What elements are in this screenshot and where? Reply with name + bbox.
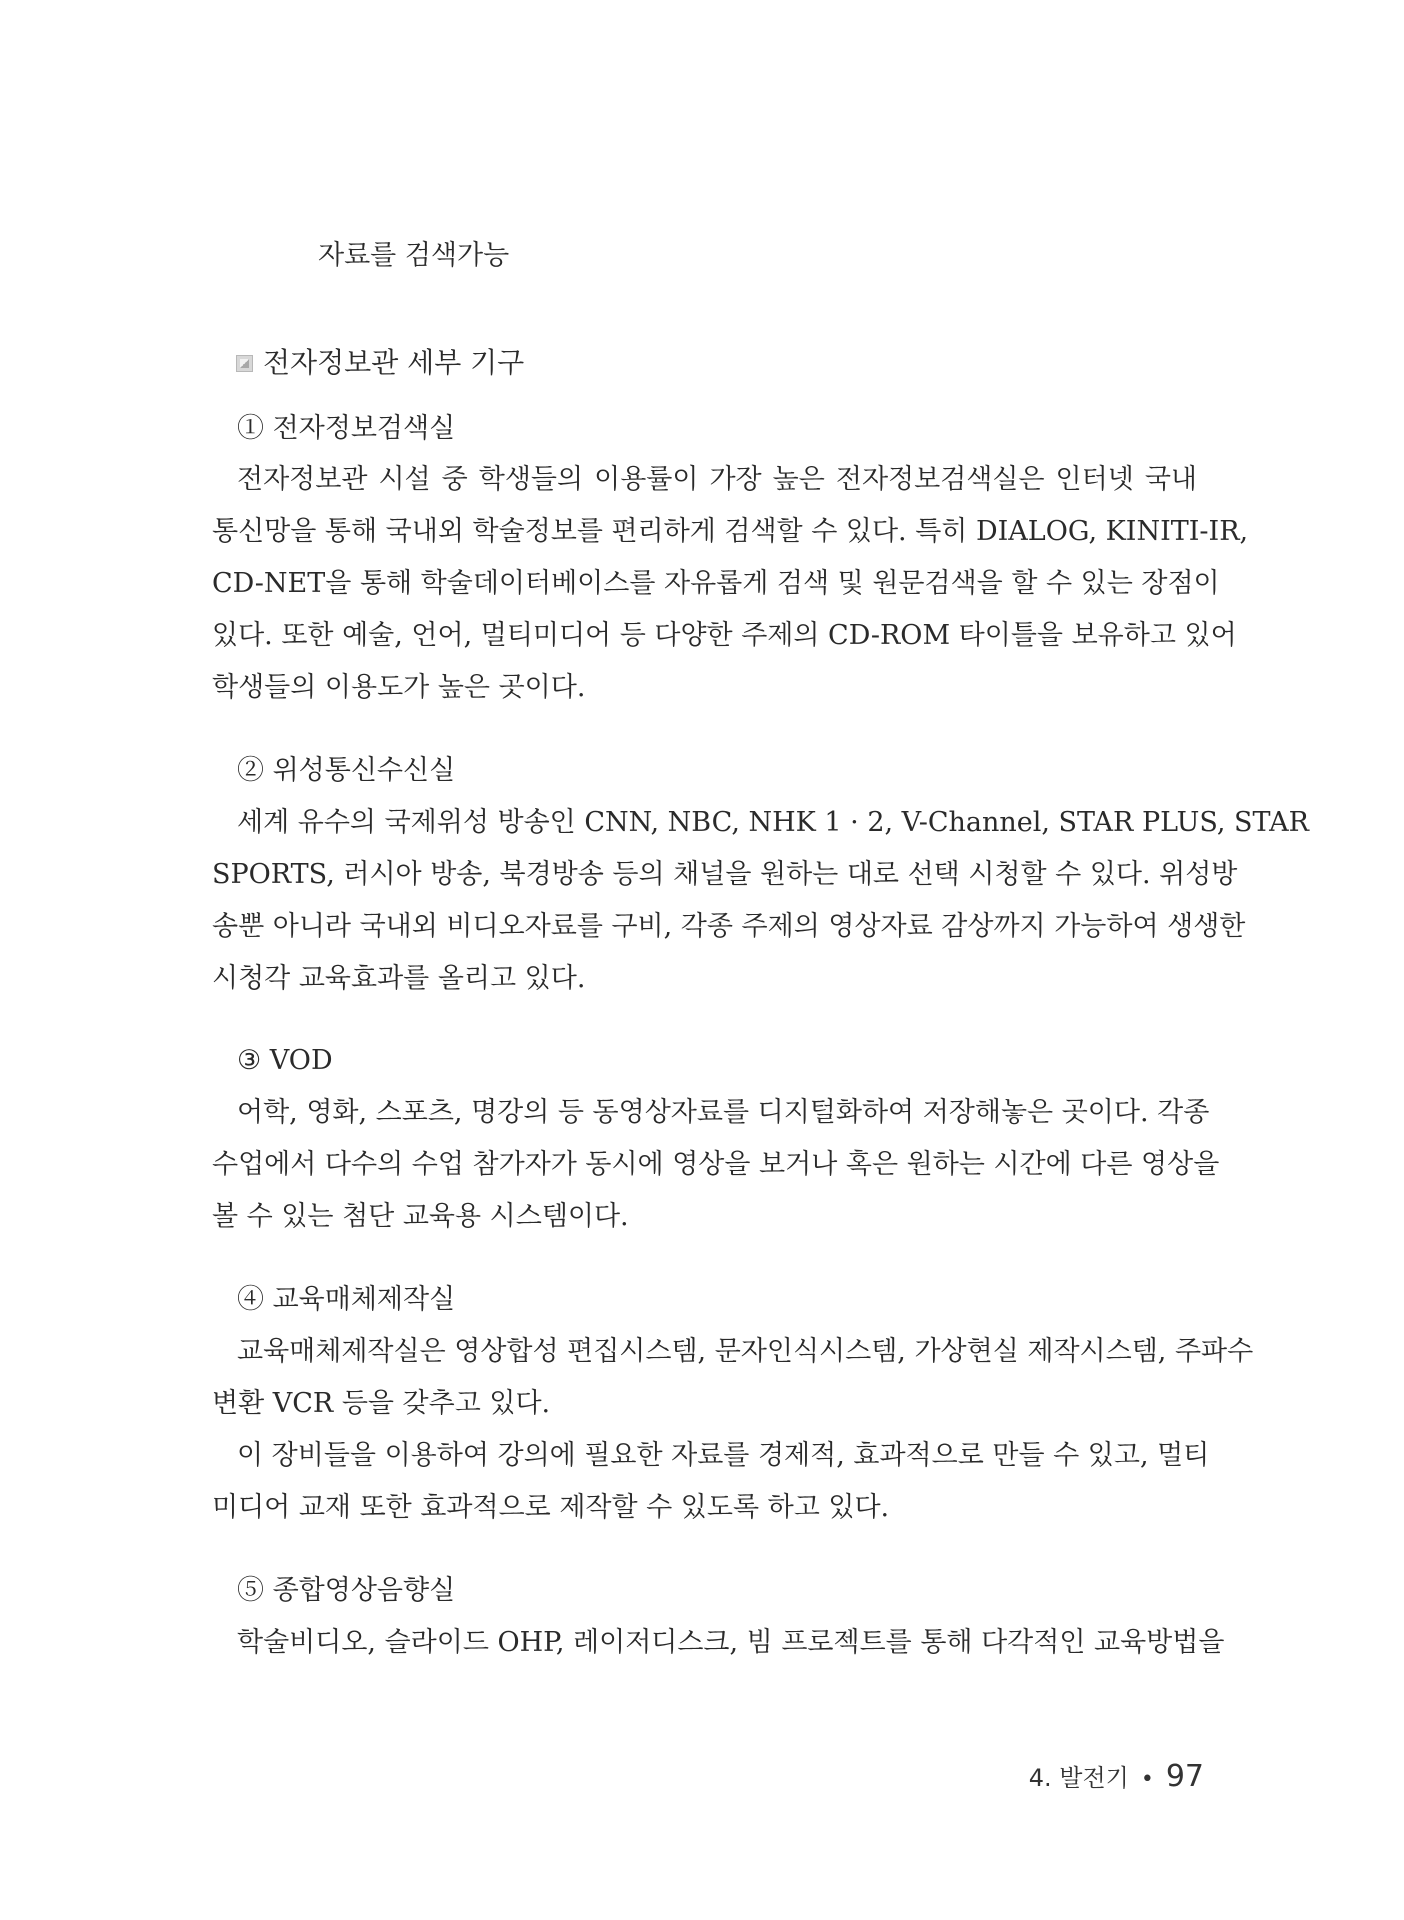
paragraph-line: 세계 유수의 국제위성 방송인 CNN, NBC, NHK 1 · 2, V-Channel, STAR PLUS, STAR: [237, 807, 1309, 838]
paragraph-line: 교육매체제작실은 영상합성 편집시스템, 문자인식시스템, 가상현실 제작시스템, 주파수: [237, 1336, 1254, 1367]
paragraph-line: 학술비디오, 슬라이드 OHP, 레이저디스크, 빔 프로젝트를 통해 다각적인 교육방법을: [237, 1627, 1225, 1658]
paragraph-line: 전자정보관 시설 중 학생들의 이용률이 가장 높은 전자정보검색실은 인터넷 국내: [237, 464, 1197, 495]
section-title: [236, 343, 524, 383]
heading-vod: ③ VOD: [237, 1045, 333, 1076]
paragraph-line: 이 장비들을 이용하여 강의에 필요한 자료를 경제적, 효과적으로 만들 수 있고, 멀티: [237, 1440, 1210, 1471]
paragraph-line: 있다. 또한 예술, 언어, 멀티미디어 등 다양한 주제의 CD-ROM 타이틀을 보유하고 있어: [212, 620, 1237, 651]
paragraph-line: 미디어 교재 또한 효과적으로 제작할 수 있도록 하고 있다.: [212, 1492, 890, 1523]
heading-media-production-room: ④ 교육매체제작실: [237, 1284, 456, 1315]
heading-search-room: ① 전자정보검색실: [237, 413, 456, 444]
paragraph-line: 송뿐 아니라 국내외 비디오자료를 구비, 각종 주제의 영상자료 감상까지 가능하여 생생한: [212, 911, 1246, 942]
section-title-text: 전자정보관 세부 기구: [263, 346, 525, 379]
chapter-label: 4. 발전기: [1028, 1764, 1129, 1792]
paragraph-line: 어학, 영화, 스포츠, 명강의 등 동영상자료를 디지털화하여 저장해놓은 곳이다. 각종: [237, 1097, 1210, 1128]
paragraph-line: 시청각 교육효과를 올리고 있다.: [212, 963, 586, 994]
paragraph-line: 통신망을 통해 국내외 학술정보를 편리하게 검색할 수 있다. 특히 DIALOG, KINITI-IR,: [212, 516, 1249, 547]
heading-satellite-room: ② 위성통신수신실: [237, 755, 456, 786]
paragraph-line: SPORTS, 러시아 방송, 북경방송 등의 채널을 원하는 대로 선택 시청할 수 있다. 위성방: [212, 859, 1238, 890]
page-number: 97: [1165, 1759, 1204, 1794]
heading-av-room: ⑤ 종합영상음향실: [237, 1575, 456, 1606]
paragraph-line: 볼 수 있는 첨단 교육용 시스템이다.: [212, 1201, 629, 1232]
paragraph-line: 수업에서 다수의 수업 참가자가 동시에 영상을 보거나 혹은 원하는 시간에 다른 영상을: [212, 1149, 1220, 1180]
paragraph-line: 변환 VCR 등을 갖추고 있다.: [212, 1388, 551, 1419]
footer-bullet: •: [1140, 1767, 1154, 1792]
intro-line: 자료를 검색가능: [318, 240, 510, 271]
paragraph-line: 학생들의 이용도가 높은 곳이다.: [212, 672, 586, 703]
paragraph-line: CD-NET을 통해 학술데이터베이스를 자유롭게 검색 및 원문검색을 할 수 있는 장점이: [212, 568, 1220, 599]
page-footer: [1029, 1758, 1204, 1794]
square-bullet-icon: [236, 355, 253, 372]
